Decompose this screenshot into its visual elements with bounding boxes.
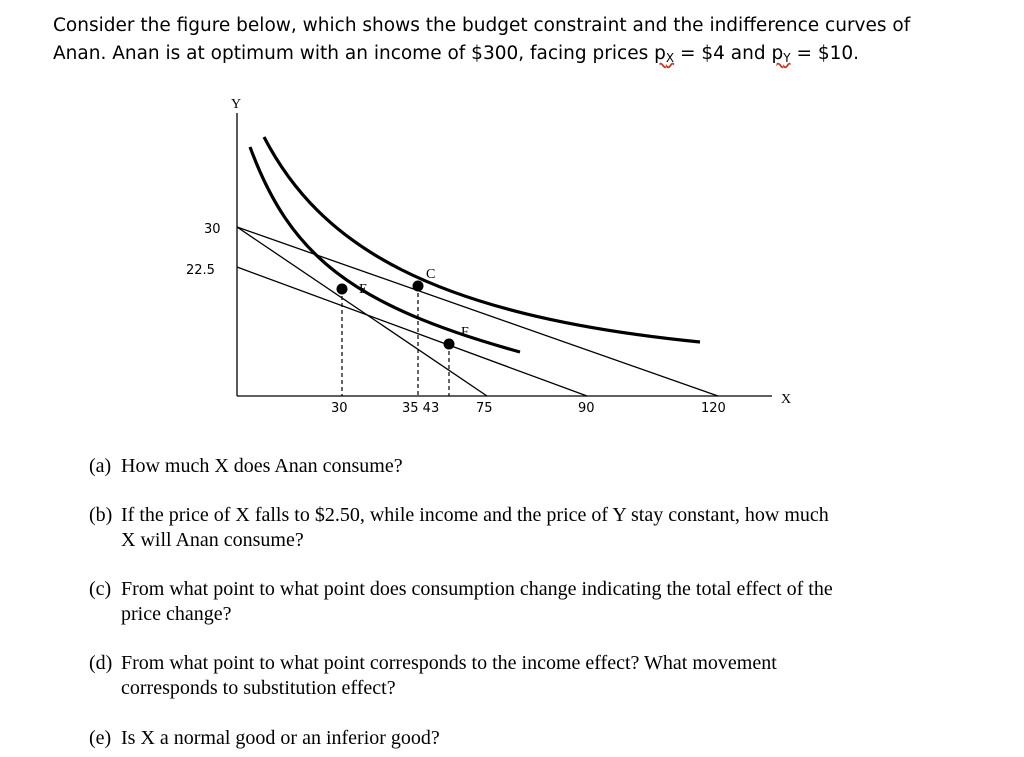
question-c [89,577,934,627]
y-tick-30: 30 [204,222,221,237]
y-tick-22-5: 22.5 [186,263,215,278]
question-a-label: (a) [89,455,112,477]
question-b-text-1: If the price of X falls to $2.50, while income and the price of Y stay constant, how much [121,504,829,526]
question-e-label: (e) [89,727,112,749]
point-C-label: C [426,267,436,282]
point-E-marker [337,284,348,295]
question-e-text: Is X a normal good or an inferior good? [121,727,440,749]
intro-line-2: Anan. Anan is at optimum with an income of $300, facing prices $p_X$ = $4 and $p_Y$ = $10. [53,43,860,65]
point-F-marker [444,339,455,350]
price-y-symbol: $p_Y$ [771,43,791,65]
question-d-text-2: corresponds to substitution effect? [121,677,396,699]
point-E-label: E [359,282,368,297]
x-axis-label: X [781,392,792,407]
question-d-text-1: From what point to what point corresponds to the income effect? What movement [121,652,777,674]
question-a [89,454,934,479]
intro-line-1: Consider the figure below, which shows the budget constraint and the indifference curves of [53,15,911,36]
question-b [89,503,934,553]
question-c-text-1: From what point to what point does consumption change indicating the total effect of the [121,578,833,600]
question-b-label: (b) [89,504,113,526]
budget-line-original [237,227,487,396]
question-c-label: (c) [89,578,112,600]
point-C-marker [413,281,424,292]
question-d [89,651,934,701]
question-e [89,726,934,751]
x-tick-120: 120 [701,401,726,416]
x-tick-35-43: 35 43 [402,401,440,416]
y-axis-label: Y [231,97,242,112]
x-tick-90: 90 [578,401,595,416]
x-tick-75: 75 [476,401,493,416]
question-a-text: How much X does Anan consume? [121,455,403,477]
point-F-label: F [461,325,469,340]
budget-line-new [237,227,718,396]
x-tick-30: 30 [331,401,348,416]
indifference-curve-higher [264,137,700,342]
question-d-label: (d) [89,652,113,674]
question-b-text-2: X will Anan consume? [121,529,304,551]
price-x-symbol: $p_X$ [654,43,675,65]
question-c-text-2: price change? [121,603,232,625]
